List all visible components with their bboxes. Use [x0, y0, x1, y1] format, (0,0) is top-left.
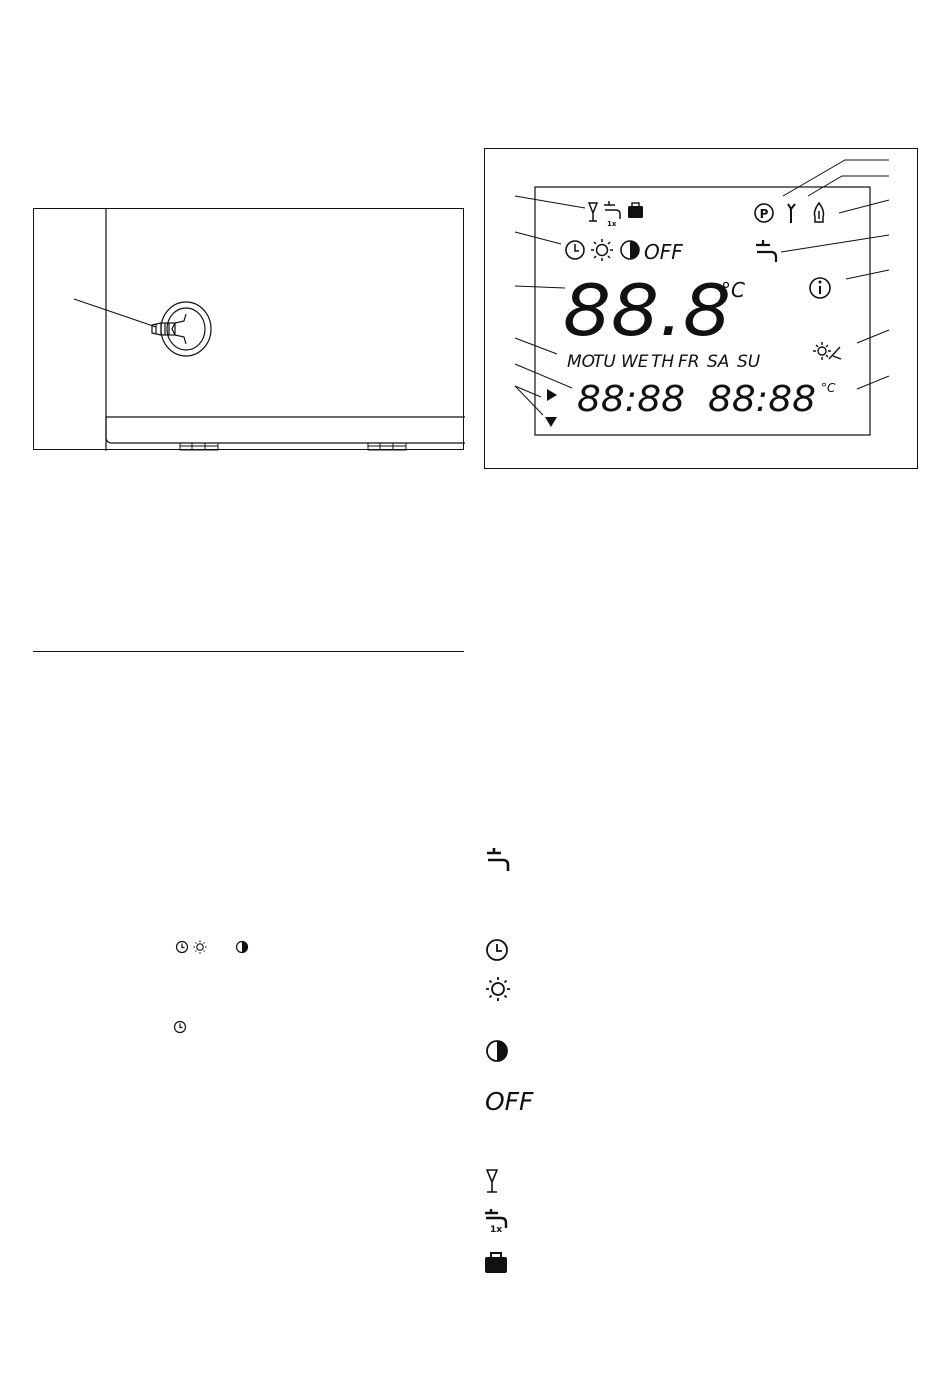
display-day-sa: SA	[707, 352, 730, 372]
inline-mode-icons	[175, 939, 255, 955]
tap-icon	[484, 848, 514, 876]
display-day-tu: TU	[593, 352, 616, 372]
clock-icon	[173, 1019, 189, 1035]
display-diagram	[485, 149, 919, 470]
sun-wind-icon	[813, 342, 841, 360]
half-moon-icon	[484, 1037, 512, 1065]
tap-icon	[756, 240, 776, 262]
display-day-th: TH	[651, 352, 675, 372]
svg-text:P: P	[759, 207, 769, 221]
half-moon-icon	[621, 241, 639, 259]
display-day-mo: MO	[567, 352, 596, 372]
display-time-right: 88:88	[708, 379, 816, 420]
display-day-su: SU	[737, 352, 761, 372]
clock-icon	[484, 936, 512, 964]
left-figure-frame	[33, 208, 464, 450]
display-day-we: WE	[621, 352, 649, 372]
wrench-icon	[788, 204, 795, 223]
legend-off-text: OFF	[485, 1087, 534, 1116]
info-icon	[810, 278, 830, 298]
glass-icon	[484, 1168, 506, 1196]
sun-icon	[484, 974, 514, 1004]
flame-icon	[815, 203, 824, 222]
display-temperature: 88.8	[563, 270, 731, 352]
display-time-left: 88:88	[577, 379, 685, 420]
tap-1x-icon: 1x	[607, 220, 617, 228]
arrow-down-icon	[545, 417, 557, 427]
svg-text:1x: 1x	[490, 1225, 503, 1235]
section-divider	[33, 651, 464, 652]
display-off-text: OFF	[644, 240, 683, 264]
suitcase-icon	[628, 206, 643, 218]
sun-icon	[591, 239, 613, 261]
display-day-fr: FR	[678, 352, 700, 372]
display-figure-frame	[484, 148, 918, 469]
sun-icon	[194, 941, 207, 954]
tap-1x-icon	[484, 1208, 516, 1236]
clock-icon	[177, 942, 188, 953]
connection-nipple-icon	[34, 209, 465, 451]
display-time-unit: °C	[821, 381, 836, 395]
display-temperature-unit: °C	[721, 278, 745, 302]
half-moon-icon	[237, 942, 248, 953]
arrow-right-icon	[547, 389, 557, 401]
suitcase-icon	[484, 1251, 510, 1275]
